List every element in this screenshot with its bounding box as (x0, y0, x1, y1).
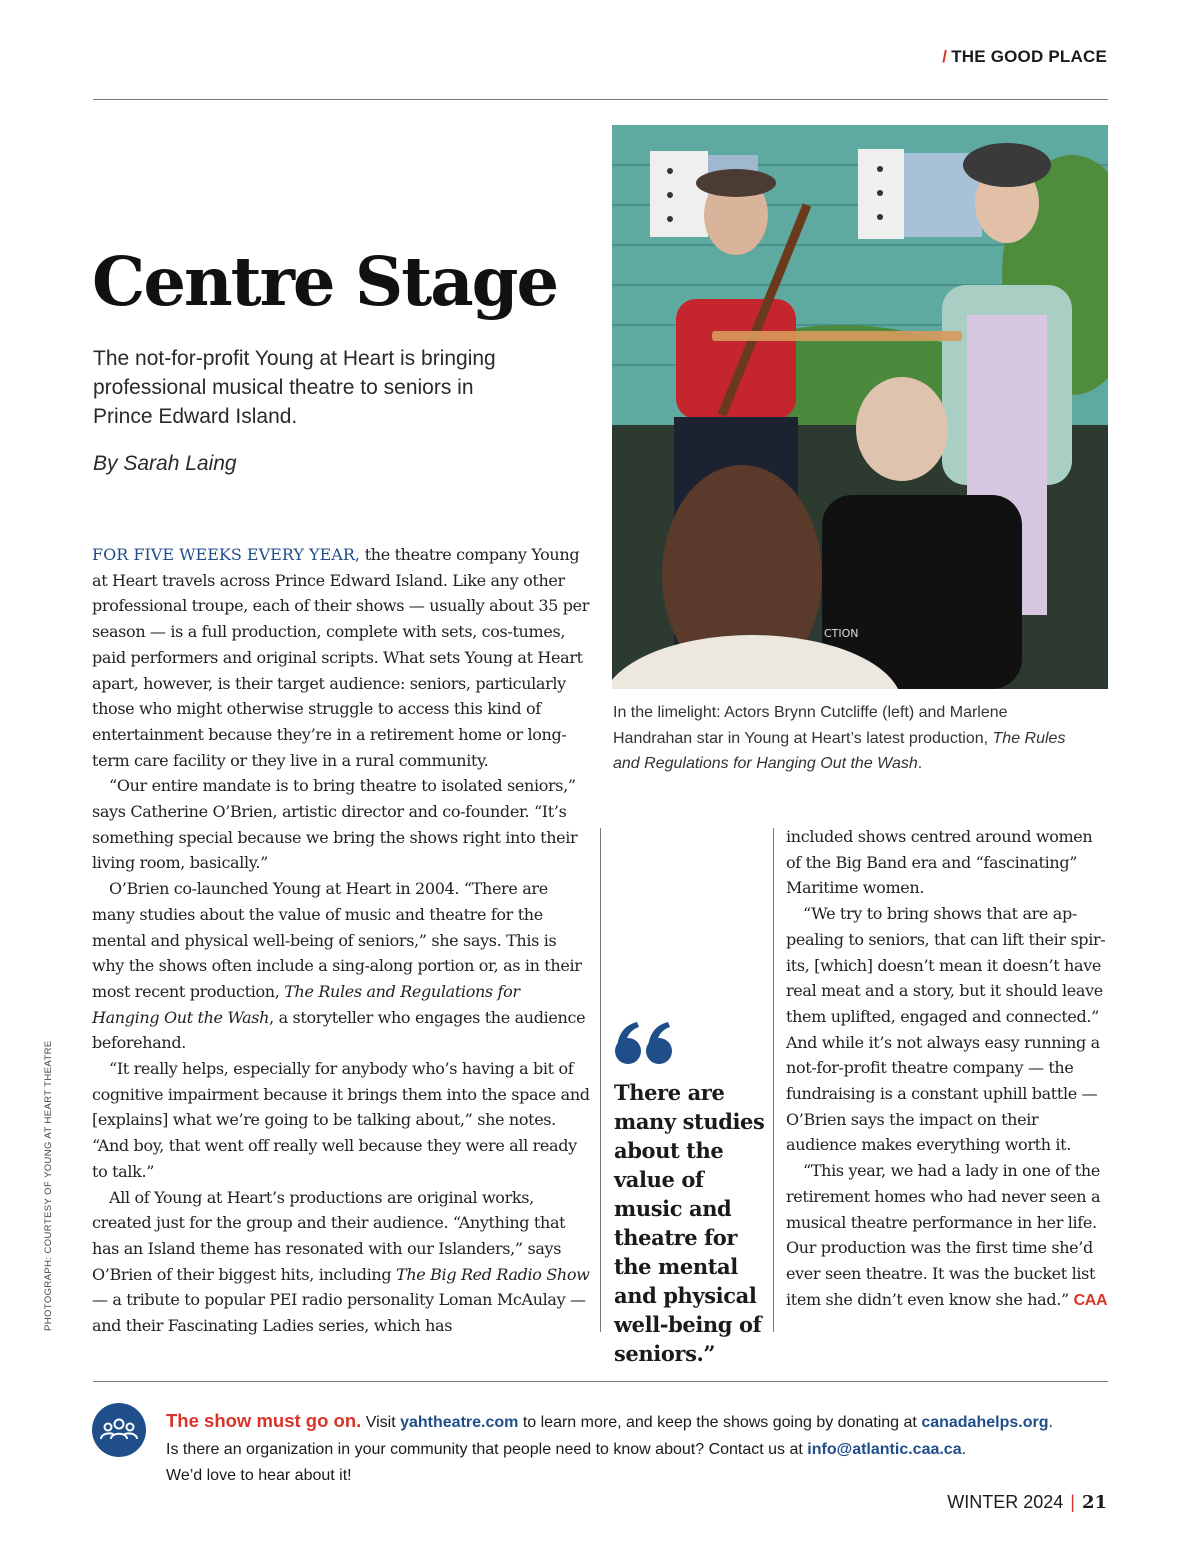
paragraph-3-text: O’Brien co-launched Young at Heart in 2004. “There are many studies about the value of music and theatre for the mental and physical well-being of seniors,” she says. This is why the shows often include a sing-along portion or, as in their most recent production, (92, 879, 582, 1001)
promo-line-1 (166, 1408, 1111, 1437)
canadahelps-link[interactable]: canadahelps.org (921, 1414, 1049, 1431)
yahtheatre-link[interactable]: yahtheatre.com (400, 1414, 519, 1431)
body-paragraph (786, 1158, 1108, 1313)
section-tag (942, 47, 1107, 67)
pull-quote-rule-right (773, 828, 774, 1332)
article-column-3 (786, 824, 1108, 1313)
page-folio (947, 1492, 1107, 1513)
section-slash: / (942, 47, 948, 66)
body-paragraph (92, 1185, 590, 1339)
pull-quote: There are many studies about the value of music and theatre for the mental and physical well-being of seniors.” (614, 1080, 765, 1366)
promo-text: Visit (361, 1414, 401, 1431)
contact-email-link[interactable]: info@atlantic.caa.ca (807, 1440, 962, 1458)
paragraph-5-text: All of Young at Heart’s productions are original works, created just for the group and their audience. “Anything that has an Island theme has resonated with our Islanders,” says O’Brien of their biggest hits, including (92, 1187, 566, 1284)
body-paragraph: “We try to bring shows that are ap-pealing to seniors, that can lift their spir-its, [which] doesn’t mean it doesn’t have real meat and a story, but it should leave them uplifted, engaged and connected.” And while it’s not always easy running a not-for-profit theatre company — the fundraising is a constant uphill battle — O’Brien says the impact on their audience makes everything worth it. (786, 904, 1106, 1155)
closing-text: “This year, we had a lady in one of the retirement homes who had never seen a musical theatre performance in her life. Our production was the first time she’d ever seen theatre. It was the bucket list item she didn’t even know she had.” (786, 1161, 1101, 1309)
promo-text: . (961, 1440, 967, 1458)
pull-quote-rule-left (600, 828, 601, 1332)
caption-title: The Rules and Regulations for Hanging Out the Wash (613, 729, 1066, 772)
paragraph-3-tail: , a storyteller who engages the audience beforehand. (92, 1007, 586, 1053)
article-deck: The not-for-profit Young at Heart is bringing professional musical theatre to seniors in Prince Edward Island. (93, 347, 496, 428)
quote-mark-icon (613, 1020, 677, 1066)
show-title: The Big Red Radio Show (396, 1264, 590, 1284)
promo-box (166, 1408, 1111, 1490)
promo-text: . (1048, 1414, 1053, 1431)
paragraph-1-text: the theatre company Young at Heart travels across Prince Edward Island. Like any other professional troupe, each of their shows — usually about 35 per season — is a full production, complete with sets, cos-tumes, paid performers and original scripts. What sets Young at Heart apart, however, is their target audience: seniors, particularly those who might otherwise struggle to access this kind of entertainment because they’re in a retirement home or long-term care facility or they live in a rural community. (92, 545, 590, 770)
caption-end: . (917, 755, 923, 772)
issue-label: WINTER 2024 (947, 1492, 1064, 1512)
section-label: THE GOOD PLACE (951, 47, 1107, 66)
body-paragraph: “It really helps, especially for anybody who’s having a bit of cognitive impairment because it brings them into the space and [explains] what we’re going to be talking about,” she notes. “And boy, that went off really well because they were all ready to talk.” (92, 1059, 590, 1181)
promo-text: Is there an organization in your community that people need to know about? Contact us at (166, 1440, 808, 1458)
article-column-1 (92, 542, 590, 1339)
paragraph-5-tail: — a tribute to popular PEI radio personality Loman McAulay — and their Fascinating Ladies series, which has (92, 1290, 586, 1336)
body-paragraph (92, 542, 590, 773)
lead-in: FOR FIVE WEEKS EVERY YEAR, (92, 545, 360, 564)
body-paragraph (92, 876, 590, 1056)
byline: By Sarah Laing (93, 452, 237, 475)
promo-line-2 (166, 1437, 1111, 1464)
page-number: 21 (1081, 1492, 1107, 1513)
caption-text: In the limelight: Actors Brynn Cutcliffe (left) and Marlene Handrahan star in Young at Heart’s latest production, (613, 704, 1008, 747)
chair-text: CTION (824, 627, 859, 640)
bottom-rule (93, 1381, 1108, 1382)
promo-line-3: We’d love to hear about it! (166, 1467, 352, 1484)
promo-text: to learn more, and keep the shows going by donating at (518, 1414, 922, 1431)
promo-headline: The show must go on. (166, 1410, 362, 1431)
article-title: Centre Stage (92, 242, 558, 321)
end-mark: CAA (1073, 1291, 1108, 1309)
photo-caption (613, 700, 1083, 777)
people-group-icon (92, 1403, 146, 1457)
top-rule (93, 99, 1108, 100)
body-paragraph: “Our entire mandate is to bring theatre to isolated seniors,” says Catherine O’Brien, artistic director and co-founder. “It’s something special because we bring the shows right into their living room, basically.” (92, 776, 578, 873)
folio-separator: | (1070, 1492, 1075, 1512)
photo-credit: PHOTOGRAPH: COURTESY OF YOUNG AT HEART THEATRE (43, 1040, 54, 1331)
production-title: The Rules and Regulations for Hanging Out the Wash (92, 981, 520, 1027)
theatre-photo (612, 125, 1108, 689)
body-paragraph: included shows centred around women of the Big Band era and “fascinating” Maritime women. (786, 827, 1093, 898)
